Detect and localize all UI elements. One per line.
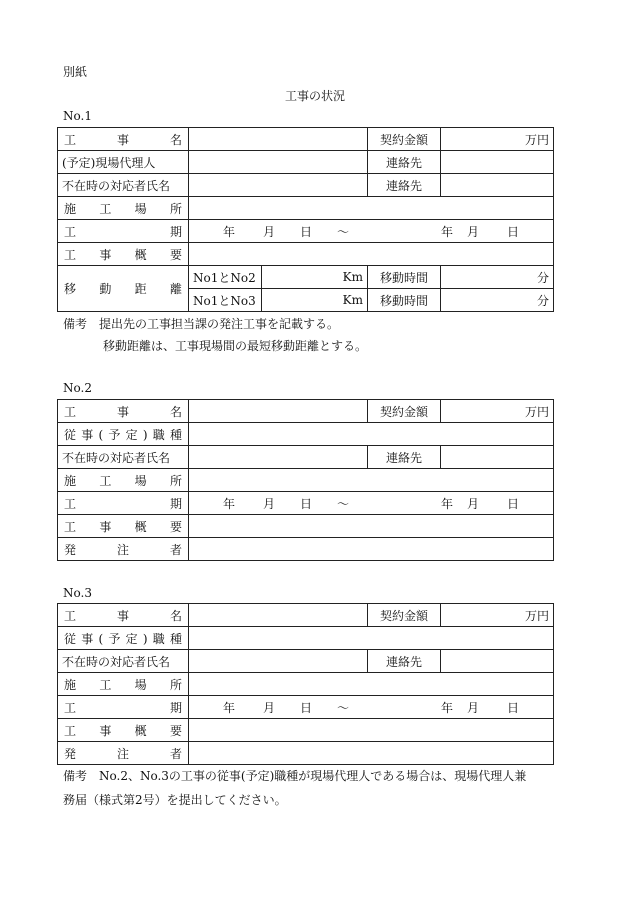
form-table-no2 [57,399,554,561]
label-period: 工 期 [58,220,189,243]
note-line: 移動距離は、工事現場間の最短移動距離とする。 [103,339,368,353]
section-heading-no1: No.1 [63,109,92,123]
field-absent-person[interactable] [189,446,368,469]
label-contact: 連絡先 [368,446,441,469]
label-period: 工 期 [58,696,189,719]
field-distance-no1-no2[interactable]: Km [262,266,368,289]
label-summary: 工 事 概 要 [58,719,189,742]
field-job-type[interactable] [189,627,554,650]
label-construction-name: 工 事 名 [58,400,189,423]
label-travel-time: 移動時間 [368,266,441,289]
footer-note-line: 備考 No.2、No.3の工事の従事(予定)職種が現場代理人である場合は、現場代理人兼 [63,769,527,783]
field-summary[interactable] [189,719,554,742]
field-job-type[interactable] [189,423,554,446]
form-table-no3 [57,603,554,765]
label-distance: 移 動 距 離 [58,266,189,312]
label-contact: 連絡先 [368,151,441,174]
label-absent-person: 不在時の対応者氏名 [58,446,189,469]
label-site-agent: (予定)現場代理人 [58,151,189,174]
field-contact[interactable] [441,174,554,197]
field-absent-person[interactable] [189,650,368,673]
field-site[interactable] [189,469,554,492]
label-absent-person: 不在時の対応者氏名 [58,650,189,673]
label-period: 工 期 [58,492,189,515]
field-construction-name[interactable] [189,604,368,627]
field-contract-amount[interactable] [441,128,554,151]
field-period[interactable]: 年 月 日 ～ 年 月 日 [189,220,554,243]
attachment-label: 別紙 [63,65,88,79]
label-contact: 連絡先 [368,650,441,673]
label-construction-name: 工 事 名 [58,128,189,151]
label-contract-amount: 契約金額 [368,128,441,151]
label-job-type: 従事(予定)職種 [58,423,189,446]
footer-note-line: 務届（様式第2号）を提出してください。 [63,793,287,807]
label-site: 施 工 場 所 [58,469,189,492]
field-distance-no1-no3[interactable]: Km [262,289,368,312]
field-orderer[interactable] [189,742,554,765]
label-summary: 工 事 概 要 [58,243,189,266]
label-contact: 連絡先 [368,174,441,197]
field-site-agent[interactable] [189,151,368,174]
field-construction-name[interactable] [189,128,368,151]
field-period[interactable]: 年 月 日 ～ 年 月 日 [189,492,554,515]
page-title: 工事の状況 [284,89,345,103]
field-orderer[interactable] [189,538,554,561]
field-travel-time[interactable]: 分 [441,289,554,312]
form-table-no1 [57,127,554,312]
label-contract-amount: 契約金額 [368,604,441,627]
field-contact[interactable] [441,650,554,673]
label-site: 施 工 場 所 [58,673,189,696]
label-distance-no1-no2: No1とNo2 [189,266,262,289]
label-travel-time: 移動時間 [368,289,441,312]
field-site[interactable] [189,197,554,220]
label-summary: 工 事 概 要 [58,515,189,538]
field-construction-name[interactable] [189,400,368,423]
label-orderer: 発 注 者 [58,742,189,765]
label-absent-person: 不在時の対応者氏名 [58,174,189,197]
field-contact[interactable] [441,151,554,174]
amount-unit: 万円 [524,132,549,147]
field-period[interactable]: 年 月 日 ～ 年 月 日 [189,696,554,719]
field-contact[interactable] [441,446,554,469]
label-site: 施 工 場 所 [58,197,189,220]
label-distance-no1-no3: No1とNo3 [189,289,262,312]
section-heading-no3: No.3 [63,586,92,600]
field-contract-amount[interactable]: 万円 [441,604,554,627]
field-travel-time[interactable]: 分 [441,266,554,289]
field-contract-amount[interactable]: 万円 [441,400,554,423]
field-site[interactable] [189,673,554,696]
section-heading-no2: No.2 [63,381,92,395]
label-contract-amount: 契約金額 [368,400,441,423]
field-summary[interactable] [189,243,554,266]
label-orderer: 発 注 者 [58,538,189,561]
note-line: 備考 提出先の工事担当課の発注工事を記載する。 [63,317,340,331]
label-job-type: 従事(予定)職種 [58,627,189,650]
field-summary[interactable] [189,515,554,538]
field-absent-person[interactable] [189,174,368,197]
label-construction-name: 工 事 名 [58,604,189,627]
